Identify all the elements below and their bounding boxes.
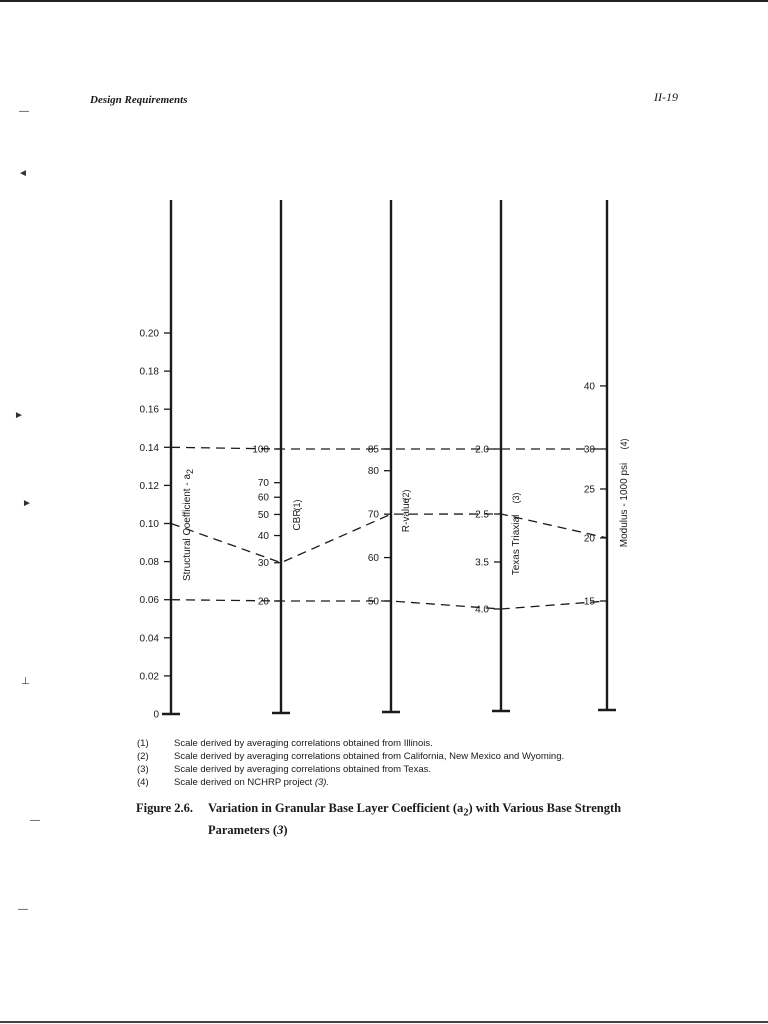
figure-caption-text: Variation in Granular Base Layer Coefficient $(a_2)$ with Various Base Strength Parameters (3) bbox=[208, 801, 622, 837]
footnote-item: (3) Scale derived by averaging correlations obtained from Texas. bbox=[137, 764, 431, 775]
scale-rvalue bbox=[368, 200, 412, 712]
axis-note-cbr: (1) bbox=[292, 499, 302, 511]
scan-mark-left: ► bbox=[14, 410, 24, 421]
tick-label: 40 bbox=[257, 531, 269, 543]
scan-mark-left: — bbox=[19, 106, 29, 117]
tick-label: 0.08 bbox=[139, 557, 159, 569]
axis-name-a2: Structural Coefficient - a2 bbox=[182, 468, 195, 582]
axis-note-triaxial: (3) bbox=[511, 492, 521, 504]
tick-label: 70 bbox=[257, 478, 269, 490]
tick-label: 0 bbox=[153, 709, 159, 721]
bottom-border-line bbox=[0, 1021, 768, 1023]
tick-label: 30 bbox=[583, 444, 595, 456]
tick-label: 0.10 bbox=[139, 519, 159, 530]
scan-mark-left: ⊥ bbox=[21, 676, 30, 687]
scale-axes bbox=[140, 200, 630, 721]
tick-label: 100 bbox=[252, 444, 269, 456]
tick-label: 85 bbox=[367, 444, 379, 456]
scan-mark-left: — bbox=[30, 815, 40, 826]
tick-label: 50 bbox=[257, 509, 269, 521]
tick-label: 4.0 bbox=[475, 604, 489, 616]
axis-name-cbr: CBR bbox=[292, 509, 303, 531]
footnote-item: (2) Scale derived by averaging correlations obtained from California, New Mexico and Wyoming. bbox=[137, 751, 565, 762]
scale-cbr bbox=[252, 200, 303, 713]
tick-label: 80 bbox=[367, 466, 379, 478]
scan-mark-left: ◄ bbox=[18, 168, 28, 179]
tick-label: 20 bbox=[257, 596, 269, 608]
tick-label: 0.18 bbox=[139, 366, 159, 378]
page-number: II-19 bbox=[654, 90, 678, 104]
correlation-dashed-lines bbox=[171, 444, 607, 609]
tick-label: 0.14 bbox=[139, 442, 159, 454]
tick-label: 0.02 bbox=[139, 671, 159, 683]
tick-label: 20 bbox=[583, 533, 595, 545]
tick-label: 0.06 bbox=[139, 595, 159, 607]
correlation-line-2 bbox=[171, 514, 607, 563]
tick-label: 0.12 bbox=[139, 480, 159, 492]
running-header-title: Design Requirements bbox=[90, 94, 188, 106]
tick-label: 15 bbox=[583, 596, 595, 608]
tick-label: 25 bbox=[583, 484, 595, 496]
scan-mark-left: — bbox=[18, 904, 28, 915]
correlation-line-3 bbox=[171, 600, 607, 609]
scan-mark-left: ► bbox=[22, 498, 32, 509]
tick-label: 60 bbox=[367, 553, 379, 565]
axis-note-modulus: (4) bbox=[619, 438, 629, 450]
tick-label: 2.0 bbox=[475, 444, 489, 456]
axis-note-rvalue: (2) bbox=[401, 489, 411, 501]
footnote-list bbox=[137, 737, 564, 789]
correlation-line-1 bbox=[171, 447, 607, 449]
tick-label: 30 bbox=[257, 558, 269, 570]
tick-label: 0.16 bbox=[139, 404, 159, 416]
tick-label: 70 bbox=[367, 509, 379, 521]
tick-label: 60 bbox=[257, 492, 269, 504]
figure-label: Figure 2.6. bbox=[136, 801, 194, 815]
tick-label: 40 bbox=[583, 381, 595, 393]
tick-label: 3.5 bbox=[475, 557, 489, 569]
footnote-item: (4) Scale derived on NCHRP project (3). bbox=[137, 777, 330, 788]
footnote-item: (1) Scale derived by averaging correlations obtained from Illinois. bbox=[137, 738, 433, 749]
axis-name-rvalue: R-value bbox=[401, 497, 412, 533]
axis-name-triaxial: Texas Triaxial bbox=[511, 514, 522, 576]
scale-a2 bbox=[140, 200, 195, 721]
tick-label: 2.5 bbox=[475, 509, 489, 521]
tick-label: 0.04 bbox=[139, 633, 159, 645]
tick-label: 0.20 bbox=[139, 328, 159, 340]
scale-triaxial bbox=[475, 200, 522, 711]
tick-label: 50 bbox=[367, 596, 379, 608]
figure-caption bbox=[136, 800, 656, 839]
axis-name-modulus: Modulus - 1000 psi bbox=[619, 462, 630, 548]
scale-modulus bbox=[584, 200, 630, 710]
